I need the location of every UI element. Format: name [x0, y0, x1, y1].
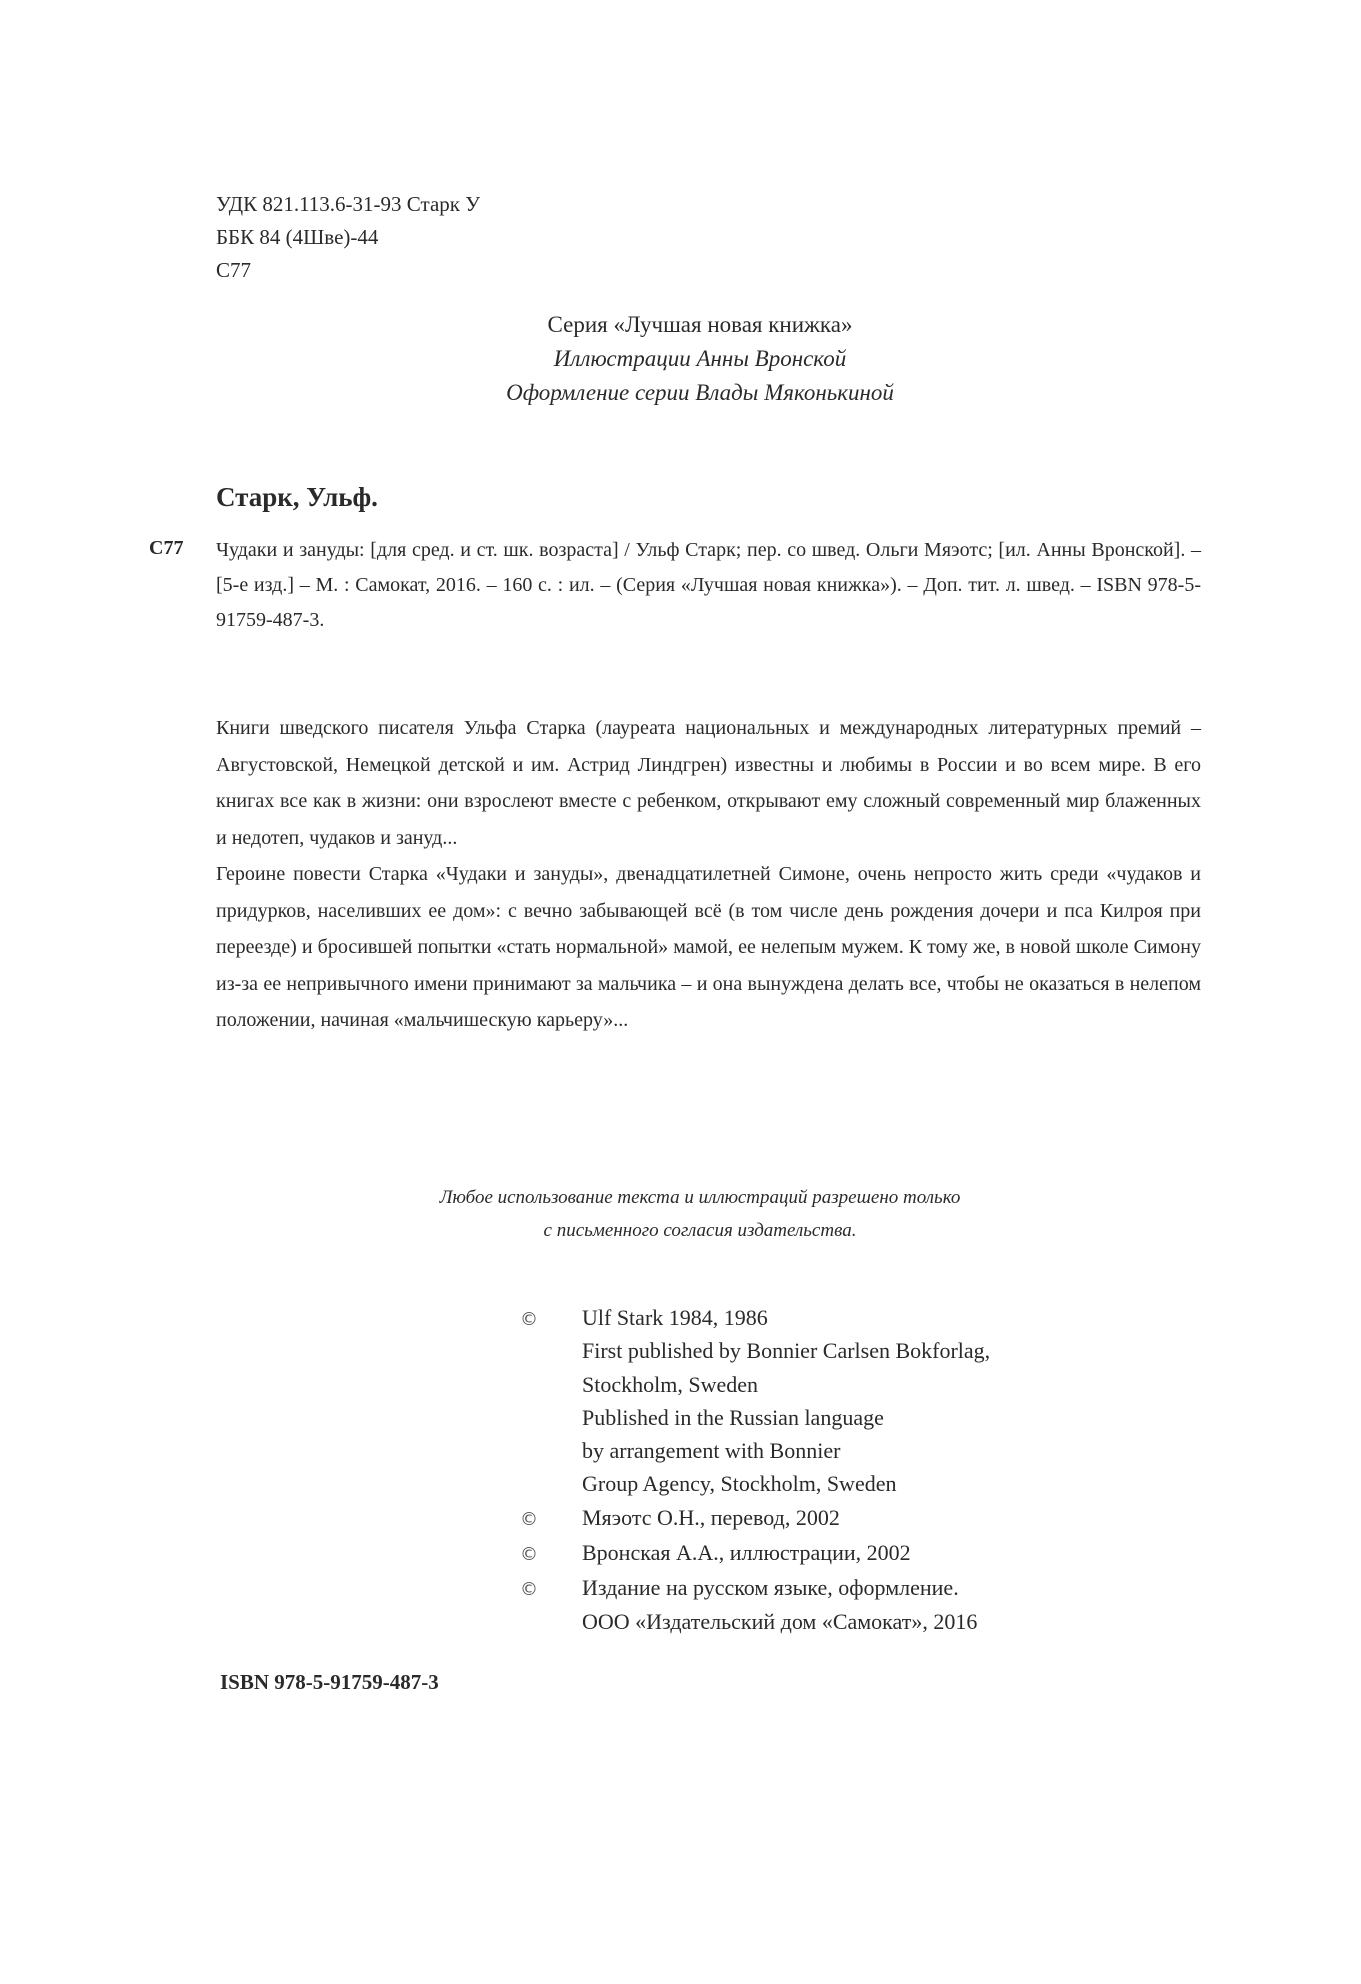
abstract [216, 710, 1201, 1039]
rights-notice [300, 1181, 1100, 1247]
copyright-icon: © [520, 1309, 538, 1330]
author-sign: С77 [216, 258, 252, 282]
isbn: ISBN 978-5-91759-487-3 [220, 1670, 439, 1694]
bibliographic-description: Чудаки и зануды: [для сред. и ст. шк. возраста] / Ульф Старк; пер. со швед. Ольги Мяэотс; [ил. Анны Вронской]. – [5-е изд.] – М. : Самокат, 2016. – 160 с. : ил. – (Серия «Лучшая новая книжка»). – Доп. тит. л. швед. – ISBN 978-5-91759-487-3. [216, 539, 1201, 631]
copyright-line: Мяэотс О.Н., перевод, 2002 [582, 1504, 840, 1530]
abstract-paragraph: Героине повести Старка «Чудаки и зануды», двенадцатилетней Симоне, очень непросто жить среди «чудаков и придурков, населивших ее дом»: с вечно забывающей всё (в том числе день рождения дочери и пса Килроя при переезде) и бросившей попытки «стать нормальной» мамой, ее нелепым мужем. К тому же, в новой школе Симону из-за ее непривычного имени принимают за мальчика – и она вынуждена делать все, чтобы не оказаться в нелепом положении, начиная «мальчишескую карьеру»... [216, 863, 1201, 1031]
udk-code: УДК 821.113.6-31-93 Старк У [216, 192, 481, 216]
copyright-entry [520, 1571, 990, 1638]
copyright-line: Ulf Stark 1984, 1986 [582, 1305, 768, 1330]
copyright-entry [520, 1536, 990, 1571]
series-block [430, 308, 970, 410]
rights-notice-line: с письменного согласия издательства. [543, 1220, 857, 1241]
copyright-icon: © [520, 1579, 538, 1601]
copyright-icon: © [520, 1508, 538, 1530]
copyright-line: Group Agency, Stockholm, Sweden [582, 1471, 897, 1497]
copyright-entry [520, 1301, 990, 1501]
biblio-author-sign: С77 [149, 537, 184, 559]
copyright-line: Stockholm, Sweden [582, 1371, 758, 1397]
copyright-entry [520, 1501, 990, 1536]
design-credit: Оформление серии Влады Мяконькиной [506, 380, 894, 405]
series-name: Серия «Лучшая новая книжка» [547, 312, 853, 337]
copyright-icon: © [520, 1544, 538, 1566]
copyright-line: Вронская А.А., иллюстрации, 2002 [582, 1540, 911, 1566]
classification-codes [216, 188, 480, 287]
copyright-line: ООО «Издательский дом «Самокат», 2016 [582, 1608, 978, 1634]
illustrator-credit: Иллюстрации Анны Вронской [553, 346, 847, 371]
copyright-line: Издание на русском языке, оформление. [582, 1575, 959, 1601]
rights-notice-line: Любое использование текста и иллюстраций разрешено только [439, 1187, 961, 1208]
author-heading: Старк, Ульф. [216, 482, 378, 512]
copyright-line: First published by Bonnier Carlsen Bokforlag, [582, 1338, 991, 1364]
copyright-block [520, 1301, 990, 1638]
abstract-paragraph: Книги шведского писателя Ульфа Старка (лауреата национальных и международных литературных премий – Августовской, Немецкой детской и им. Астрид Линдгрен) известны и любимы в России и во всем мире. В его книгах все как в жизни: они взрослеют вместе с ребенком, открывают ему сложный современный мир блаженных и недотеп, чудаков и зануд... [216, 717, 1201, 849]
copyright-line: by arrangement with Bonnier [582, 1438, 841, 1464]
bbk-code: ББК 84 (4Шве)-44 [216, 225, 379, 249]
copyright-line: Published in the Russian language [582, 1404, 884, 1430]
